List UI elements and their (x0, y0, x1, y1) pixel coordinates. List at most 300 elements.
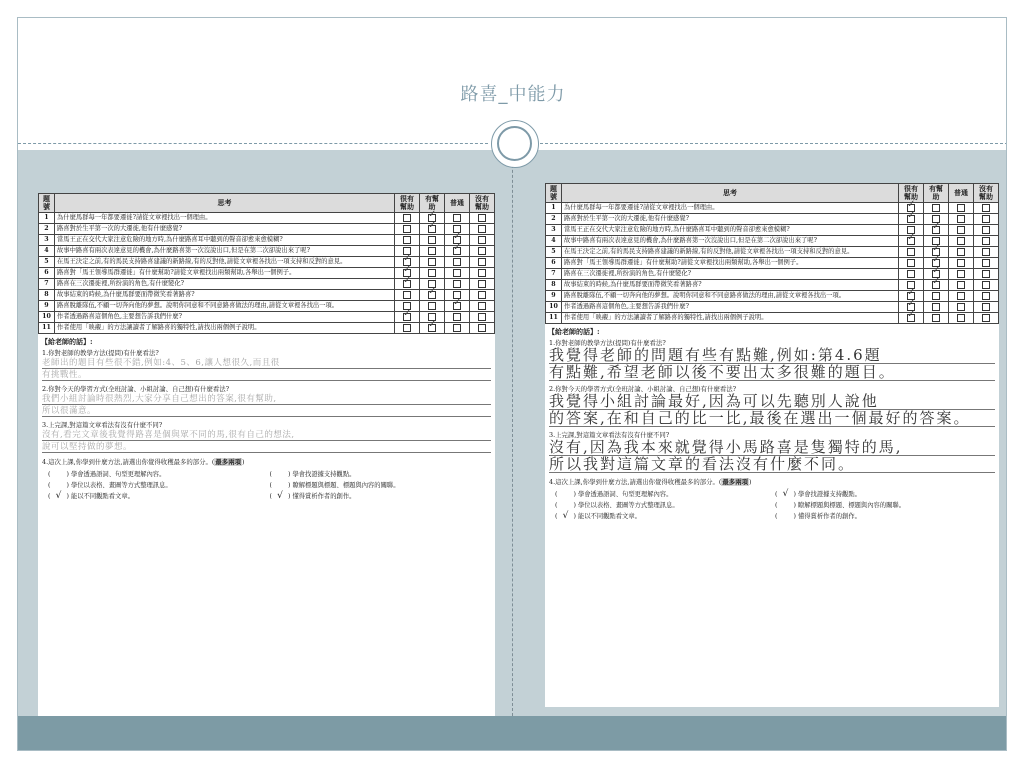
bottom-band (18, 716, 1007, 751)
rating-cell (445, 241, 470, 257)
question-text: 作者使用「映襯」的方法讓讀者了解路喜的獨特性,請找出兩個例子說明。 (55, 323, 395, 334)
option-text: 能以不同觀點看文章。 (577, 513, 641, 520)
rating-checkbox[interactable] (982, 292, 990, 300)
rating-checkbox[interactable] (403, 307, 412, 321)
rating-checkbox[interactable] (907, 308, 916, 322)
check-mark-icon: ✓ (453, 296, 462, 308)
survey-row (39, 279, 495, 290)
survey-header-row (546, 184, 999, 203)
question-text: 作者使用「映襯」的方法讓讀者了解路喜的獨特性,請找出兩個例子說明。 (562, 313, 899, 324)
rating-cell (470, 257, 495, 268)
teacher-question-q2 (42, 385, 491, 417)
question-text: 路喜對「馬王領導馬群遷徙」有什麼幫助?請從文章裡找出兩類幫助,各舉出一個例子。 (562, 258, 899, 269)
rating-cell (949, 269, 974, 280)
option-text: 學位以表格、畫圖等方式整理訊息。 (577, 502, 679, 509)
rating-cell (974, 291, 999, 302)
teacher-question-q1 (42, 349, 491, 381)
option-item: ( √ ) 能以不同觀點看文章。 (555, 511, 641, 521)
handwritten-answer: 我們小組討論時很熱烈,大家分享自己想出的答案,很有幫助, (42, 393, 491, 405)
worksheet-left (38, 193, 495, 716)
q4-text-pre: 4.這次上課,你學到什麼方法,請選出你覺得收穫最多的部分。( (42, 458, 215, 466)
rating-checkbox[interactable] (957, 292, 965, 300)
rating-checkbox[interactable] (932, 220, 941, 234)
rating-checkbox[interactable] (932, 204, 940, 212)
rating-checkbox[interactable] (982, 226, 990, 234)
question-text: 作者透過路喜這個角色,主要想告訴我們什麼? (562, 302, 899, 313)
option-text: 學位以表格、畫圖等方式整理訊息。 (70, 482, 172, 489)
rating-cell (445, 268, 470, 279)
rating-cell (470, 235, 495, 246)
q4-text-pre: 4.這次上課,你學到什麼方法,請選出你覺得收穫最多的部分。( (549, 478, 722, 486)
rating-cell (420, 318, 445, 334)
rating-checkbox[interactable] (932, 292, 940, 300)
rating-cell (395, 290, 420, 301)
rating-cell (420, 219, 445, 235)
question-number: 6 (546, 258, 562, 269)
question-number: 10 (546, 302, 562, 313)
option-text: 學會透過語詞、句型更理解內容。 (577, 491, 673, 498)
survey-table (38, 193, 495, 334)
question-text: 路喜對「馬王領導馬群遷徙」有什麼幫助?請從文章裡找出兩類幫助,各舉出一個例子。 (55, 268, 395, 279)
survey-row (39, 224, 495, 235)
question-number: 9 (546, 291, 562, 302)
teacher-section-title: 【給老師的話】: (548, 327, 600, 336)
rating-cell (974, 236, 999, 247)
rating-checkbox[interactable] (957, 215, 965, 223)
rating-checkbox[interactable] (982, 281, 990, 289)
question-text: 為什麼馬群每一年都要遷徙?請從文章裡找出一個理由。 (55, 213, 395, 224)
survey-header-cell: 沒有幫助 (974, 184, 999, 203)
rating-checkbox[interactable] (478, 269, 486, 277)
option-item: ( ) 懂得賞析作者的創作。 (775, 513, 861, 520)
rating-cell (949, 247, 974, 258)
option-text: 學會找證據支持觀點。 (292, 471, 356, 478)
title-divider-left (18, 143, 488, 144)
rating-cell (470, 279, 495, 290)
survey-row (546, 247, 999, 258)
options-grid (555, 490, 989, 521)
rating-cell (974, 258, 999, 269)
check-mark-icon: ✓ (453, 241, 462, 253)
survey-header-cell: 沒有幫助 (470, 194, 495, 213)
slide (17, 17, 1007, 751)
handwritten-answer: 沒有,因為我本來就覺得小馬路喜是隻獨特的馬, (549, 439, 995, 456)
question-number: 7 (39, 279, 55, 290)
rating-checkbox[interactable] (453, 269, 461, 277)
question-number: 11 (39, 323, 55, 334)
teacher-question-text: 2.你對今天的學習方式(全班討論、小組討論、自己想)有什麼看法? (549, 385, 737, 393)
options-grid (48, 470, 485, 501)
rating-cell (924, 203, 949, 214)
rating-cell (470, 213, 495, 224)
survey-row (39, 323, 495, 334)
rating-cell (445, 257, 470, 268)
check-mark-icon: ✓ (403, 274, 412, 286)
rating-cell (949, 214, 974, 225)
question-text: 作者透過路喜這個角色,主要想告訴我們什麼? (55, 312, 395, 323)
question-number: 8 (546, 280, 562, 291)
rating-cell (395, 307, 420, 323)
question-number: 1 (546, 203, 562, 214)
option-check-mark[interactable]: √ (782, 489, 789, 499)
rating-checkbox[interactable] (932, 314, 940, 322)
check-mark-icon: ✓ (932, 242, 941, 254)
rating-checkbox[interactable] (932, 303, 940, 311)
rating-checkbox[interactable] (957, 248, 965, 256)
survey-row (546, 269, 999, 280)
question-number: 5 (39, 257, 55, 268)
rating-checkbox[interactable] (478, 225, 486, 233)
teacher-question-text: 2.你對今天的學習方式(全班討論、小組討論、自己想)有什麼看法? (42, 385, 230, 393)
worksheet-right (545, 183, 999, 707)
q4-emphasis: 最多兩項 (215, 458, 241, 466)
survey-row (39, 312, 495, 323)
survey-row (39, 301, 495, 312)
check-mark-icon: ✓ (428, 208, 437, 220)
q4-text-post: ) (241, 458, 245, 466)
rating-cell (949, 280, 974, 291)
survey-row (39, 290, 495, 301)
option-item: ( ) 學位以表格、畫圖等方式整理訊息。 (555, 502, 679, 509)
teacher-question-q1 (549, 339, 995, 381)
check-mark-icon: ✓ (403, 252, 412, 264)
question-number: 11 (546, 313, 562, 324)
rating-checkbox[interactable] (932, 275, 941, 289)
rating-checkbox[interactable] (478, 280, 486, 288)
survey-header-cell: 很有幫助 (899, 184, 924, 203)
teacher-section-title: 【給老師的話】: (41, 337, 93, 346)
survey-row (39, 235, 495, 246)
q4-text-post: ) (748, 478, 752, 486)
question-number: 2 (546, 214, 562, 225)
survey-row (39, 268, 495, 279)
rating-checkbox[interactable] (982, 204, 990, 212)
handwritten-answer: 有點難,希望老師以後不要出太多很難的題目。 (549, 364, 995, 381)
option-text: 學會找證據支持觀點。 (797, 491, 861, 498)
rating-cell (395, 235, 420, 246)
rating-checkbox[interactable] (478, 214, 486, 222)
option-text: 懂得賞析作者的創作。 (797, 513, 861, 520)
rating-cell (899, 269, 924, 280)
rating-cell (470, 301, 495, 312)
rating-checkbox[interactable] (478, 324, 486, 332)
survey-header-cell: 有幫助 (420, 194, 445, 213)
rating-cell (949, 236, 974, 247)
teacher-question-q3 (42, 421, 491, 453)
rating-cell (395, 323, 420, 334)
survey-header-cell: 思考 (55, 194, 395, 213)
check-mark-icon: ✓ (907, 198, 916, 210)
option-text: 瞭解標題與標題、標題與內容的關聯。 (292, 482, 400, 489)
survey-header-cell: 思考 (562, 184, 899, 203)
handwritten-answer: 說可以堅持做的夢想。 (42, 441, 491, 453)
rating-cell (949, 258, 974, 269)
option-text: 學會透過語詞、句型更理解內容。 (70, 471, 166, 478)
rating-checkbox[interactable] (453, 241, 462, 255)
rating-cell (395, 224, 420, 235)
check-mark-icon: ✓ (932, 275, 941, 287)
rating-checkbox[interactable] (957, 237, 965, 245)
option-check-mark[interactable]: √ (55, 491, 62, 501)
check-mark-icon: ✓ (907, 297, 916, 309)
question-text: 故事中路喜有兩次表達意見的機會,為什麼路喜第一次沒說出口,但是在第二次卻說出來了呢? (55, 246, 395, 257)
option-item: ( ) 學會透過語詞、句型更理解內容。 (48, 471, 166, 478)
rating-checkbox[interactable] (428, 236, 436, 244)
check-mark-icon: ✓ (403, 307, 412, 319)
rating-checkbox[interactable] (453, 313, 461, 321)
rating-checkbox[interactable] (403, 291, 411, 299)
teacher-question-text: 1.你對老師的教學方法(提問)有什麼看法? (42, 349, 159, 357)
content-area (18, 150, 1007, 716)
rating-cell (420, 268, 445, 279)
survey-row (39, 213, 495, 224)
teacher-question-q3 (549, 431, 995, 473)
survey-row (546, 214, 999, 225)
survey-header-cell: 題號 (546, 184, 562, 203)
question-text: 當馬王正在交代大家注意危險的地方時,為什麼路喜耳中聽到的聲音卻愈來愈模糊? (562, 225, 899, 236)
rating-checkbox[interactable] (428, 285, 437, 299)
rating-cell (899, 258, 924, 269)
question-number: 3 (39, 235, 55, 246)
survey-header-cell: 題號 (39, 194, 55, 213)
rating-cell (924, 220, 949, 236)
rating-checkbox[interactable] (982, 303, 990, 311)
option-check-mark[interactable]: √ (562, 511, 569, 521)
rating-checkbox[interactable] (478, 313, 486, 321)
handwritten-answer: 有挑戰性。 (42, 369, 491, 381)
rating-checkbox[interactable] (478, 236, 486, 244)
rating-checkbox[interactable] (478, 247, 486, 255)
rating-cell (924, 275, 949, 291)
option-item: ( ) 瞭解標題與標題、標題與內容的關聯。 (269, 482, 400, 489)
check-mark-icon: ✓ (428, 219, 437, 231)
survey-row (546, 236, 999, 247)
option-text: 能以不同觀點看文章。 (70, 493, 134, 500)
rating-checkbox[interactable] (478, 258, 486, 266)
rating-checkbox[interactable] (982, 237, 990, 245)
check-mark-icon: ✓ (428, 285, 437, 297)
rating-checkbox[interactable] (453, 280, 461, 288)
rating-checkbox[interactable] (428, 258, 436, 266)
rating-cell (974, 269, 999, 280)
rating-checkbox[interactable] (403, 214, 411, 222)
rating-checkbox[interactable] (957, 259, 965, 267)
question-number: 7 (546, 269, 562, 280)
rating-checkbox[interactable] (982, 248, 990, 256)
rating-cell (974, 225, 999, 236)
rating-checkbox[interactable] (428, 318, 437, 332)
rating-cell (949, 291, 974, 302)
survey-row (546, 225, 999, 236)
rating-checkbox[interactable] (982, 215, 990, 223)
rating-cell (470, 246, 495, 257)
rating-cell (974, 203, 999, 214)
survey-row (546, 313, 999, 324)
check-mark-icon: ✓ (907, 209, 916, 221)
rating-cell (470, 268, 495, 279)
question-number: 6 (39, 268, 55, 279)
rating-checkbox[interactable] (403, 236, 411, 244)
rating-cell (470, 290, 495, 301)
check-mark-icon: ✓ (453, 230, 462, 242)
question-text: 路喜對於生平第一次的大遷徙,他有什麼感覺? (562, 214, 899, 225)
question-number: 3 (546, 225, 562, 236)
rating-checkbox[interactable] (907, 248, 915, 256)
check-mark-icon: ✓ (907, 286, 916, 298)
rating-cell (395, 213, 420, 224)
rating-checkbox[interactable] (957, 226, 965, 234)
rating-checkbox[interactable] (403, 225, 411, 233)
rating-checkbox[interactable] (453, 214, 461, 222)
question-text: 路喜對於生平第一次的大遷徙,他有什麼感覺? (55, 224, 395, 235)
rating-cell (420, 246, 445, 257)
handwritten-answer: 的答案,在和自己的比一比,最後在選出一個最好的答案。 (549, 410, 995, 427)
rating-cell (949, 313, 974, 324)
handwritten-answer: 我覺得老師的問題有些有點難,例如:第4.6題 (549, 347, 995, 364)
teacher-question-text: 3.上完課,對這篇文章看法有沒有什麼不同? (549, 431, 670, 439)
check-mark-icon: ✓ (932, 253, 941, 265)
rating-checkbox[interactable] (982, 259, 990, 267)
title-divider-right (540, 143, 1007, 144)
question-number: 2 (39, 224, 55, 235)
question-number: 4 (546, 236, 562, 247)
rating-cell (974, 247, 999, 258)
rating-cell (899, 247, 924, 258)
survey-table (545, 183, 999, 324)
rating-checkbox[interactable] (957, 281, 965, 289)
option-item: ( √ ) 學會找證據支持觀點。 (775, 489, 861, 499)
rating-cell (445, 323, 470, 334)
option-item: ( √ ) 能以不同觀點看文章。 (48, 491, 134, 501)
survey-row (546, 280, 999, 291)
check-mark-icon: ✓ (932, 264, 941, 276)
rating-checkbox[interactable] (453, 296, 462, 310)
survey-header-row (39, 194, 495, 213)
survey-row (546, 291, 999, 302)
survey-row (546, 258, 999, 269)
slide-title-area (18, 18, 1007, 148)
option-check-mark[interactable]: √ (277, 491, 283, 501)
rating-checkbox[interactable] (478, 302, 486, 310)
rating-checkbox[interactable] (957, 314, 965, 322)
check-mark-icon: ✓ (932, 220, 941, 232)
handwritten-answer: 所以很滿意。 (42, 405, 491, 417)
survey-header-cell: 很有幫助 (395, 194, 420, 213)
survey-header-cell: 普通 (445, 194, 470, 213)
rating-cell (445, 213, 470, 224)
rating-cell (924, 302, 949, 313)
question-text: 故事中路喜有兩次表達意見的機會,為什麼路喜第一次沒說出口,但是在第二次卻說出來了呢? (562, 236, 899, 247)
rating-cell (899, 308, 924, 324)
rating-checkbox[interactable] (907, 270, 915, 278)
rating-cell (924, 291, 949, 302)
survey-row (39, 246, 495, 257)
rating-cell (974, 280, 999, 291)
check-mark-icon: ✓ (907, 231, 916, 243)
question-number: 10 (39, 312, 55, 323)
rating-checkbox[interactable] (403, 274, 412, 288)
option-item: ( √ ) 懂得賞析作者的創作。 (269, 491, 356, 501)
teacher-question-q4 (549, 477, 995, 486)
question-number: 8 (39, 290, 55, 301)
rating-cell (420, 257, 445, 268)
survey-row (546, 302, 999, 313)
handwritten-answer: 我覺得小組討論最好,因為可以先聽別人說他 (549, 393, 995, 410)
handwritten-answer: 老師出的題目有些很不錯,例如:4、5、6,讓人想很久,而且很 (42, 357, 491, 369)
rating-cell (420, 285, 445, 301)
check-mark-icon: ✓ (907, 308, 916, 320)
rating-cell (395, 274, 420, 290)
q4-emphasis: 最多兩項 (722, 478, 748, 486)
rating-checkbox[interactable] (428, 219, 437, 233)
rating-checkbox[interactable] (428, 302, 436, 310)
option-item: ( ) 學會透過語詞、句型更理解內容。 (555, 491, 673, 498)
question-text: 路喜在三次遷徙裡,所扮演的角色,有什麼變化? (562, 269, 899, 280)
rating-checkbox[interactable] (907, 209, 916, 223)
survey-header-cell: 普通 (949, 184, 974, 203)
rating-checkbox[interactable] (428, 269, 436, 277)
rating-checkbox[interactable] (907, 259, 915, 267)
teacher-question-text: 1.你對老師的教學方法(提問)有什麼看法? (549, 339, 666, 347)
check-mark-icon: ✓ (428, 318, 437, 330)
rating-cell (924, 313, 949, 324)
rating-cell (974, 313, 999, 324)
question-number: 1 (39, 213, 55, 224)
question-text: 在馬王決定之前,有的馬民支持路喜建議的新路線,有的反對他,請從文章裡各找出一項支持和反對的意見。 (562, 247, 899, 258)
question-text: 故事結束的時候,為什麼馬群要面帶微笑看著路喜? (562, 280, 899, 291)
rating-cell (949, 302, 974, 313)
rating-checkbox[interactable] (957, 303, 965, 311)
rating-checkbox[interactable] (957, 204, 965, 212)
question-text: 路喜脫離隊伍,不顧一切奔向他的夢想。說明你同意和不同意路喜做法的理由,請從文章裡各找出一項。 (55, 301, 395, 312)
rating-cell (470, 224, 495, 235)
question-number: 4 (39, 246, 55, 257)
center-divider (512, 150, 513, 716)
question-text: 在馬王決定之前,有的馬民支持路喜建議的新路線,有的反對他,請從文章裡各找出一項支持和反對的意見。 (55, 257, 395, 268)
rating-checkbox[interactable] (428, 247, 436, 255)
rating-cell (974, 302, 999, 313)
survey-header-cell: 有幫助 (924, 184, 949, 203)
rating-cell (445, 296, 470, 312)
question-text: 路喜脫離隊伍,不顧一切奔向他的夢想。說明你同意和不同意路喜做法的理由,請從文章裡各找出一項。 (562, 291, 899, 302)
rating-cell (420, 301, 445, 312)
check-mark-icon: ✓ (403, 263, 412, 275)
rating-checkbox[interactable] (957, 270, 965, 278)
rating-cell (445, 312, 470, 323)
rating-cell (470, 312, 495, 323)
rating-checkbox[interactable] (478, 291, 486, 299)
option-item: ( ) 學會找證據支持觀點。 (269, 471, 356, 478)
rating-cell (445, 279, 470, 290)
rating-checkbox[interactable] (453, 324, 461, 332)
rating-checkbox[interactable] (982, 270, 990, 278)
rating-checkbox[interactable] (982, 314, 990, 322)
handwritten-answer: 所以我對這篇文章的看法沒有什麼不同。 (549, 456, 995, 473)
option-text: 瞭解標題與標題、標題與內容的關聯。 (797, 502, 905, 509)
rating-cell (949, 225, 974, 236)
rating-checkbox[interactable] (403, 324, 411, 332)
rating-checkbox[interactable] (453, 258, 461, 266)
survey-row (546, 203, 999, 214)
option-item: ( ) 學位以表格、畫圖等方式整理訊息。 (48, 482, 172, 489)
rating-cell (899, 209, 924, 225)
question-number: 5 (546, 247, 562, 258)
teacher-question-q2 (549, 385, 995, 427)
question-text: 路喜在三次遷徙裡,所扮演的角色,有什麼變化? (55, 279, 395, 290)
rating-checkbox[interactable] (907, 231, 916, 245)
rating-cell (974, 214, 999, 225)
handwritten-answer: 沒有,看完文章後我覺得路喜是個與眾不同的馬,很有自己的想法, (42, 429, 491, 441)
